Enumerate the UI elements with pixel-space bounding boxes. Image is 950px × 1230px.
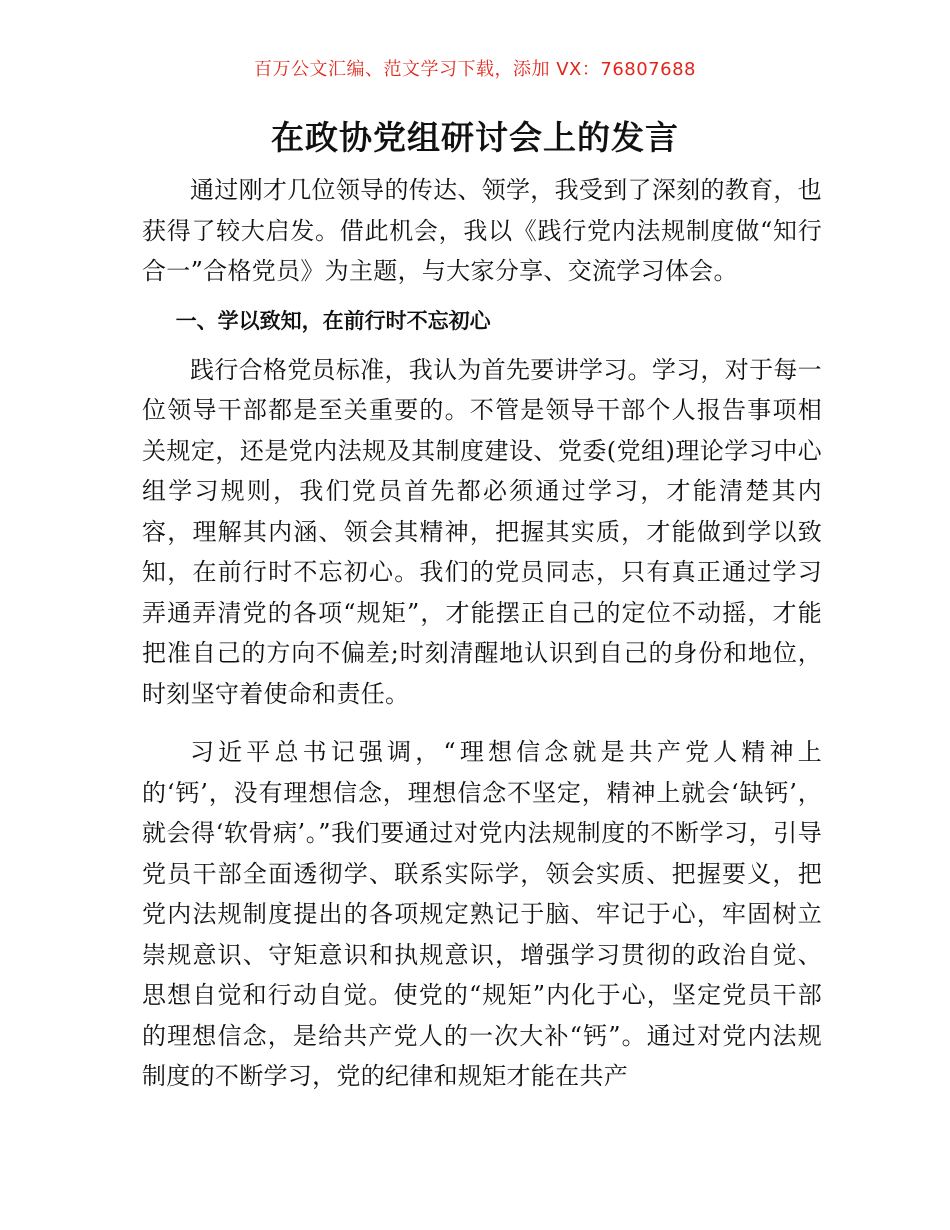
document-title: 在政协党组研讨会上的发言 bbox=[271, 118, 679, 157]
body-paragraph: 习近平总书记强调，“理想信念就是共产党人精神上的‘钙’，没有理想信念，理想信念不坚定，精神上就会‘缺钙’，就会得‘软骨病’。”我们要通过对党内法规制度的不断学习，引导党员干部全面透彻学、联系实际学，领会实质、把握要义，把党内法规制度提出的各项规定熟记于脑、牢记于心，牢固树立崇规意识、守矩意识和执规意识，增强学习贯彻的政治自觉、思想自觉和行动自觉。使党的“规矩”内化于心，坚定党员干部的理想信念，是给共产党人的一次大补“钙”。通过对党内法规制度的不断学习，党的纪律和规矩才能在共产 bbox=[142, 738, 822, 1090]
section-heading: 一、学以致知，在前行时不忘初心 bbox=[175, 308, 491, 333]
intro-paragraph: 通过刚才几位领导的传达、领学，我受到了深刻的教育，也获得了较大启发。借此机会，我以《践行党内法规制度做“知行合一”合格党员》为主题，与大家分享、交流学习体会。 bbox=[142, 176, 822, 285]
body-paragraph: 践行合格党员标准，我认为首先要讲学习。学习，对于每一位领导干部都是至关重要的。不管是领导干部个人报告事项相关规定，还是党内法规及其制度建设、党委(党组)理论学习中心组学习规则，我们党员首先都必须通过学习，才能清楚其内容，理解其内涵、领会其精神，把握其实质，才能做到学以致知，在前行时不忘初心。我们的党员同志，只有真正通过学习弄通弄清党的各项“规矩”，才能摆正自己的定位不动摇，才能把准自己的方向不偏差;时刻清醒地认识到自己的身份和地位，时刻坚守着使命和责任。 bbox=[142, 355, 822, 708]
promo-banner: 百万公文汇编、范文学习下载，添加 VX：76807688 bbox=[254, 59, 696, 80]
document-body bbox=[142, 170, 822, 1097]
